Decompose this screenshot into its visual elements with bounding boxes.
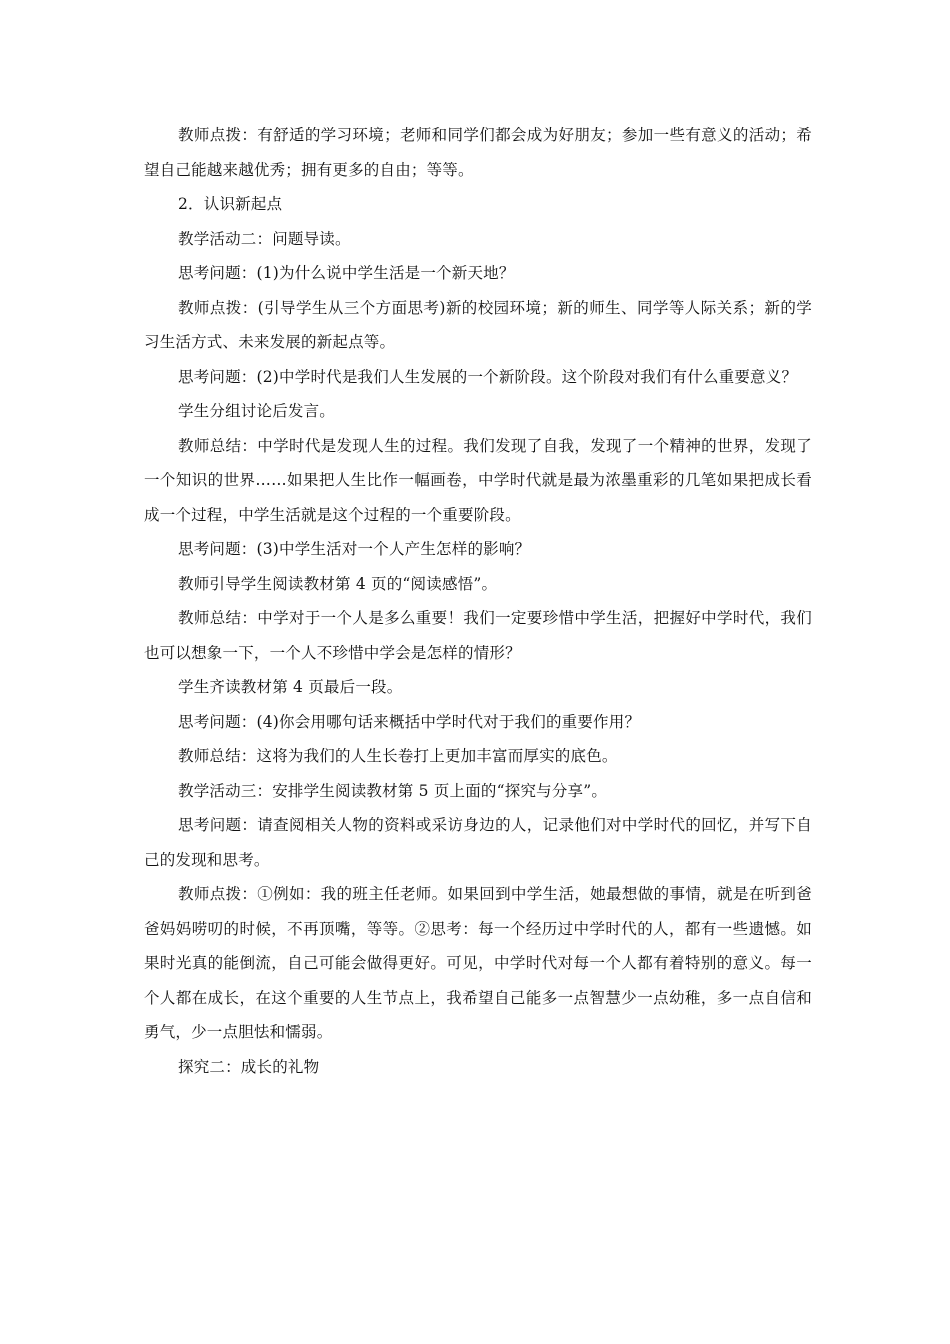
paragraph-teacher-summary-2: 教师总结：中学对于一个人是多么重要！我们一定要珍惜中学生活，把握好中学时代，我们也可以想象一下，一个人不珍惜中学会是怎样的情形？ <box>144 609 812 662</box>
paragraph-teacher-summary-1: 教师总结：中学时代是发现人生的过程。我们发现了自我，发现了一个精神的世界，发现了一个知识的世界……如果把人生比作一幅画卷，中学时代就是最为浓墨重彩的几笔如果把成长看成一个过程，中学生活就是这个过程的一个重要阶段。 <box>144 436 812 524</box>
paragraph-activity-2: 教学活动二：问题导读。 <box>178 229 351 248</box>
paragraph-teacher-hint-1: 教师点拨：有舒适的学习环境；老师和同学们都会成为好朋友；参加一些有意义的活动；希望自己能越来越优秀；拥有更多的自由；等等。 <box>144 126 812 179</box>
paragraph-group-discussion: 学生分组讨论后发言。 <box>178 402 336 420</box>
paragraph-teacher-summary-3: 教师总结：这将为我们的人生长卷打上更加丰富而厚实的底色。 <box>178 747 618 765</box>
paragraph-activity-3: 教学活动三：安排学生阅读教材第 5 页上面的“探究与分享”。 <box>178 781 608 800</box>
paragraph-question-2: 思考问题：(2)中学时代是我们人生发展的一个新阶段。这个阶段对我们有什么重要意义？ <box>178 367 798 386</box>
section-heading-new-starting-point: 2．认识新起点 <box>178 195 283 213</box>
paragraph-teacher-hint-2: 教师点拨：(引导学生从三个方面思考)新的校园环境；新的师生、同学等人际关系；新的学习生活方式、未来发展的新起点等。 <box>144 298 812 351</box>
document-body <box>144 118 812 1084</box>
paragraph-reading-guide: 教师引导学生阅读教材第 4 页的“阅读感悟”。 <box>178 574 498 593</box>
paragraph-question-4: 思考问题：(4)你会用哪句话来概括中学时代对于我们的重要作用？ <box>178 712 641 731</box>
paragraph-question-3: 思考问题：(3)中学生活对一个人产生怎样的影响？ <box>178 540 531 558</box>
paragraph-question-research: 思考问题：请查阅相关人物的资料或采访身边的人，记录他们对中学时代的回忆，并写下自己的发现和思考。 <box>144 816 812 869</box>
paragraph-teacher-hint-3: 教师点拨：①例如：我的班主任老师。如果回到中学生活，她最想做的事情，就是在听到爸爸妈妈唠叨的时候，不再顶嘴，等等。②思考：每一个经历过中学时代的人，都有一些遗憾。如果时光真的能倒流，自己可能会做得更好。可见，中学时代对每一个人都有着特别的意义。每一个人都在成长，在这个重要的人生节点上，我希望自己能多一点智慧少一点幼稚，多一点自信和勇气，少一点胆怯和懦弱。 <box>144 885 812 1041</box>
section-heading-growth-gift: 探究二：成长的礼物 <box>178 1057 320 1076</box>
paragraph-read-aloud: 学生齐读教材第 4 页最后一段。 <box>178 678 403 696</box>
paragraph-question-1: 思考问题：(1)为什么说中学生活是一个新天地？ <box>178 264 515 282</box>
